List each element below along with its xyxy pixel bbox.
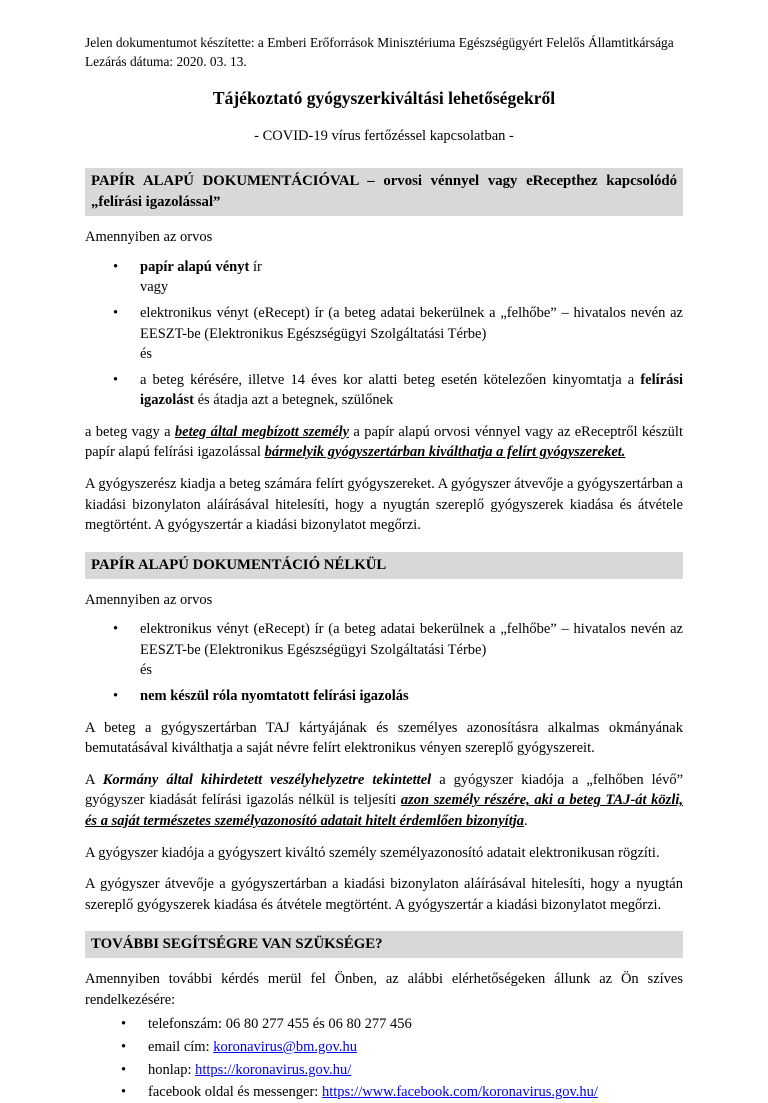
bullet-line [140,344,683,365]
text-run: Amennyiben további kérdés merül fel Önben, az alábbi elérhetőségeken állunk az Ön szíves rendelkezésére: [85,971,683,1008]
hyperlink[interactable]: https://koronavirus.gov.hu/ [195,1061,352,1078]
paragraph [85,770,683,832]
meta-author-line: Jelen dokumentumot készítette: a Emberi Erőforrások Minisztériuma Egészségügyért Felelős Államtitkársága [85,35,674,50]
text-run: facebook oldal és messenger: [148,1084,322,1101]
text-run: Kormány által kihirdetett veszélyhelyzetre tekintettel [102,771,432,788]
text-run: a beteg kérésére, illetve 14 éves kor alatti beteg esetén kötelezően kinyomtatja a [140,371,641,388]
text-run: A gyógyszerész kiadja a beteg számára felírt gyógyszereket. A gyógyszer átvevője a gyógyszertárban a kiadási bizonylaton aláírásával hitelesíti, hogy a nyugtán szereplő gyógyszerek kiadása és átvétele megtörtént. A gyógyszertár a kiadási bizonylatot megőrzi. [85,475,683,534]
paragraph [85,718,683,759]
hyperlink[interactable]: https://www.facebook.com/koronavirus.gov.hu/ [321,1084,598,1101]
text-run: papír alapú vényt [140,258,250,275]
bullet-list [85,619,683,706]
text-run: PAPÍR ALAPÚ DOKUMENTÁCIÓVAL – orvosi vénnyel vagy eRecepthez kapcsolódó „felírási igazolással” [91,173,677,211]
hyperlink[interactable]: koronavirus@bm.gov.hu [213,1038,357,1055]
section-heading [85,931,683,958]
bullet-item [113,619,683,681]
bullet-line [140,370,683,411]
paragraph [85,843,683,864]
paragraph [85,227,683,248]
text-run: ír [249,258,262,275]
text-run: azon személy részére, aki a beteg TAJ-át közli, és a saját természetes személyazonosító adatait hitelt érdemlően bizonyítja [85,792,684,829]
section-heading [85,168,683,216]
text-run: . [524,812,528,829]
text-run: Amennyiben az orvos [85,591,213,608]
meta-date-line: Lezárás dátuma: 2020. 03. 13. [85,53,247,69]
text-run: és [140,346,153,363]
text-run: elektronikus vényt (eRecept) ír (a beteg adatai bekerülnek a „felhőbe” – hivatalos nevén az EESZT-be (Elektronikus Egészségügyi Szolgáltatási Térbe) [140,621,683,658]
bullet-list [85,1014,683,1102]
bullet-line [140,660,683,681]
text-run: telefonszám: 06 80 277 455 és 06 80 277 456 [148,1016,412,1033]
bullet-item [113,370,683,411]
page-title: Tájékoztató gyógyszerkiváltási lehetőségekről [212,88,556,108]
text-run: a beteg vagy a [85,423,175,440]
paragraph [85,422,683,463]
paragraph [85,874,683,915]
bullet-line [140,686,683,707]
bullet-item [121,1037,683,1058]
document-meta [85,34,683,71]
bullet-line [140,619,683,660]
bullet-list [85,257,683,411]
text-run: felírási igazolást [140,371,683,409]
text-run: A [85,771,103,788]
bullet-line [140,277,683,298]
paragraph [85,590,683,611]
text-run: a papír alapú orvosi vénnyel vagy az eReceptről készült papír alapú felírási igazolással [85,423,683,461]
text-run: beteg által megbízott személy [174,423,350,440]
text-run: Amennyiben az orvos [85,229,213,246]
text-run: A gyógyszer kiadója a gyógyszert kiváltó személy személyazonosító adatait elektronikusan rögzíti. [85,844,660,861]
bullet-item [121,1014,683,1035]
text-run: vagy [140,279,169,296]
bullet-item [121,1082,683,1103]
document-body [85,168,683,1103]
paragraph [85,969,683,1010]
bullet-item [113,257,683,298]
text-run: bármelyik gyógyszertárban kiválthatja a felírt gyógyszereket. [264,444,626,461]
text-run: nem készül róla nyomtatott felírási igazolás [140,688,409,705]
text-run: A beteg a gyógyszertárban TAJ kártyájának és személyes azonosításra alkalmas okmányának bemutatásával kiválthatja a saját névre felírt elektronikus vényen szereplő gyógyszereit. [85,719,683,757]
bullet-line [148,1037,683,1058]
page-subtitle: - COVID-19 vírus fertőzéssel kapcsolatban - [254,127,514,144]
text-run: A gyógyszer átvevője a gyógyszertárban a kiadási bizonylaton aláírásával hitelesíti, hogy a nyugtán szereplő gyógyszerek kiadása és átvétele megtörtént. A gyógyszertár a kiadási bizonylatot megőrzi. [85,876,683,913]
bullet-line [140,257,683,278]
bullet-line [140,303,683,344]
text-run: és átadja azt a betegnek, szülőnek [193,392,394,409]
text-run: TOVÁBBI SEGÍTSÉGRE VAN SZÜKSÉGE? [91,936,383,953]
bullet-item [113,303,683,365]
paragraph [85,474,683,536]
text-run: elektronikus vényt (eRecept) ír (a beteg adatai bekerülnek a „felhőbe” – hivatalos nevén az EESZT-be (Elektronikus Egészségügyi Szolgáltatási Térbe) [140,304,683,342]
text-run: és [140,662,153,679]
bullet-line [148,1082,683,1103]
bullet-line [148,1014,683,1035]
bullet-line [148,1060,683,1081]
text-run: email cím: [148,1038,214,1055]
text-run: a gyógyszer kiadója a „felhőben lévő” gyógyszer kiadását felírási igazolás nélkül is teljesíti [85,771,684,809]
text-run: honlap: [148,1061,196,1078]
text-run: PAPÍR ALAPÚ DOKUMENTÁCIÓ NÉLKÜL [91,556,387,573]
bullet-item [113,686,683,707]
bullet-item [121,1060,683,1081]
section-heading [85,552,683,579]
